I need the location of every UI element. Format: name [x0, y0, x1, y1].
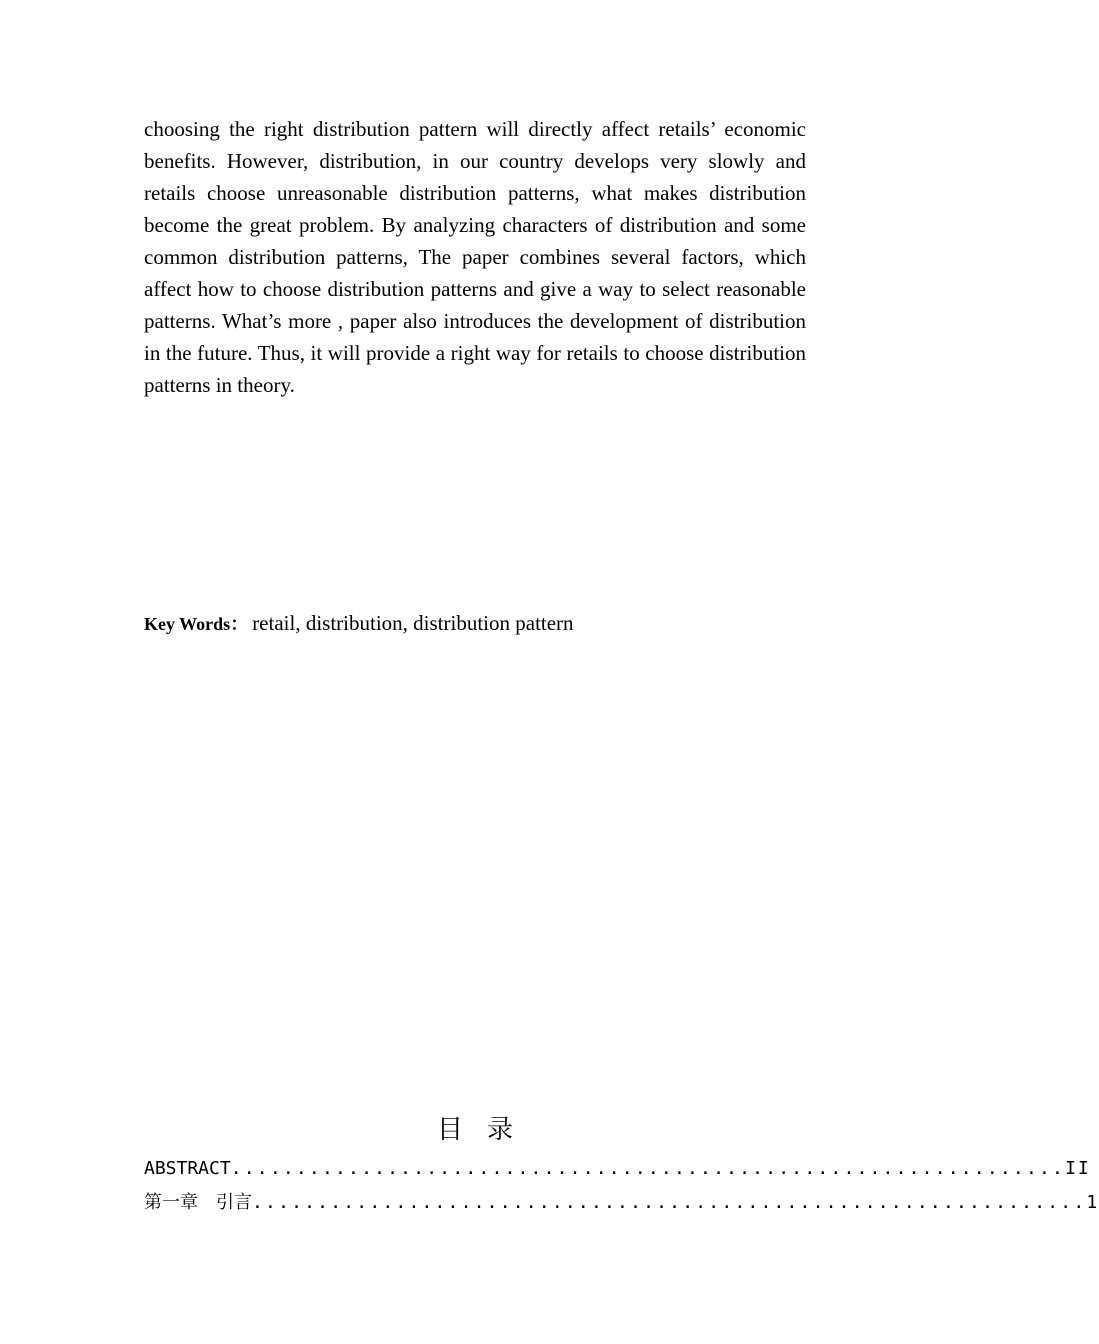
table-of-contents	[144, 1152, 1099, 1220]
keywords-separator: ：	[230, 614, 249, 634]
toc-page-number: 1	[1086, 1192, 1099, 1213]
toc-entry-abstract[interactable]	[144, 1152, 1091, 1186]
keywords-label: Key Words	[144, 614, 231, 634]
keywords-value: retail, distribution, distribution pattern	[252, 611, 574, 635]
keywords-line	[144, 607, 806, 640]
toc-leader-dots: ................................................................	[230, 1158, 1066, 1179]
toc-title: 目录	[436, 1115, 537, 1145]
toc-page-number: II	[1065, 1158, 1091, 1179]
toc-leader-dots: ................................................................	[252, 1192, 1087, 1213]
toc-entry-chapter-1[interactable]	[144, 1186, 1099, 1220]
toc-entry-title: ABSTRACT	[144, 1158, 231, 1179]
toc-entry-title: 第一章 引言	[144, 1192, 252, 1213]
abstract-paragraph: choosing the right distribution pattern will directly affect retails’ economic benefits. However, distribution, in our country develops very slowly and retails choose unreasonable distribution patterns, what makes distribution become the great problem. By analyzing characters of distribution and some common distribution patterns, The paper combines several factors, which affect how to choose distribution patterns and give a way to select reasonable patterns. What’s more , paper also introduces the development of distribution in the future. Thus, it will provide a right way for retails to choose distribution patterns in theory.	[144, 117, 806, 397]
